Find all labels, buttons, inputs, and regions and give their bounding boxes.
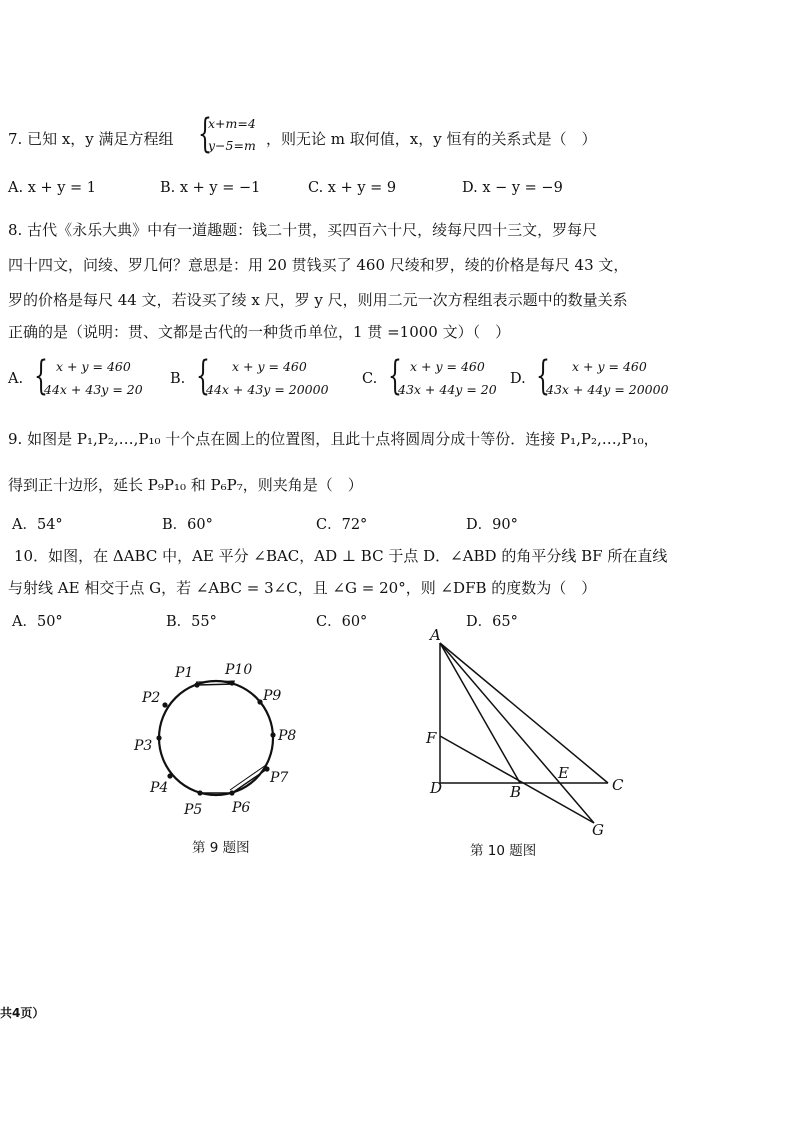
q8-option-a-eq1: x + y = 460: [56, 359, 131, 374]
q8-line-3: 罗的价格是每尺 44 文，若设买了绫 x 尺，罗 y 尺，则用二元一次方程组表示题中的数量关系: [8, 291, 628, 309]
label-a: A: [430, 626, 441, 644]
q8-option-c-eq2: 43x + 44y = 20: [398, 382, 497, 397]
page-footer: 共4页）: [0, 1006, 45, 1020]
label-p5: P5: [184, 802, 203, 818]
q7-option-d: D. x − y = −9: [462, 180, 563, 196]
q10-line-2: 与射线 AE 相交于点 G，若 ∠ABC = 3∠C，且 ∠G = 20°，则 ∠DFB 的度数为（ ）: [8, 579, 597, 597]
q8-option-c-eq1: x + y = 460: [410, 359, 485, 374]
q8-option-d-eq2: 43x + 44y = 20000: [546, 382, 669, 397]
segment-ab: [440, 643, 520, 783]
q9-option-c: C．72°: [316, 517, 368, 533]
q7-stem-a: 7. 已知 x，y 满足方程组: [8, 130, 174, 148]
q10-option-b: B．55°: [166, 614, 217, 630]
q9-option-a: A．54°: [12, 517, 63, 533]
chord-p6-p7: [232, 769, 267, 793]
label-p7: P7: [270, 770, 289, 786]
q8-option-c-label: C.: [362, 371, 378, 387]
label-p8: P8: [278, 728, 297, 744]
q9-line-2: 得到正十边形，延长 P₉P₁₀ 和 P₆P₇，则夹角是（ ）: [8, 476, 363, 494]
q7-option-a: A. x + y = 1: [8, 180, 97, 196]
q7-eq2: y−5=m: [208, 138, 256, 153]
line-fb-to-g: [440, 736, 594, 823]
q10-option-a: A．50°: [12, 614, 63, 630]
q7-option-c: C. x + y = 9: [308, 180, 397, 196]
figure-9-caption: 第 9 题图: [192, 840, 250, 856]
label-p3: P3: [134, 738, 153, 754]
point-p6: [229, 790, 234, 795]
point-p5: [197, 790, 202, 795]
label-p9: P9: [263, 688, 282, 704]
label-p4: P4: [150, 780, 169, 796]
point-p7: [264, 766, 269, 771]
q7-stem-b: ，则无论 m 取何值，x，y 恒有的关系式是（ ）: [266, 130, 597, 148]
q8-option-a-eq2: 44x + 43y = 20: [44, 382, 143, 397]
q8-option-b-system: { x + y = 460 44x + 43y = 20000: [196, 353, 329, 399]
label-b: B: [510, 783, 522, 801]
label-c: C: [612, 776, 624, 794]
point-p2: [162, 702, 167, 707]
q8-option-d-system: { x + y = 460 43x + 44y = 20000: [536, 353, 669, 399]
q8-option-d-eq1: x + y = 460: [572, 359, 647, 374]
circle: [159, 681, 273, 795]
chord-p1-p10: [197, 684, 234, 685]
point-p8: [270, 732, 275, 737]
q9-option-d: D．90°: [466, 517, 518, 533]
q8-option-a-label: A.: [8, 371, 24, 387]
q8-option-b-label: B.: [170, 371, 186, 387]
label-p1: P1: [175, 665, 194, 681]
point-p3: [156, 735, 161, 740]
label-p10: P10: [225, 662, 253, 678]
q9-line-1: 9. 如图是 P₁,P₂,…,P₁₀ 十个点在圆上的位置图，且此十点将圆周分成十等份．连接 P₁,P₂,…,P₁₀，: [8, 430, 659, 448]
q8-line-1: 8. 古代《永乐大典》中有一道趣题：钱二十贯，买四百六十尺，绫每尺四十三文，罗每尺: [8, 221, 598, 239]
q7-equation-system: { x+m=4 y−5=m: [198, 111, 256, 157]
q8-line-2: 四十四文，问绫、罗几何？意思是：用 20 贯钱买了 460 尺绫和罗，绫的价格是每尺 43 文，: [8, 256, 629, 274]
q8-option-c-system: { x + y = 460 43x + 44y = 20: [388, 353, 497, 399]
point-p4: [167, 773, 172, 778]
label-p2: P2: [142, 690, 161, 706]
label-d: D: [430, 779, 443, 797]
q10-option-d: D．65°: [466, 614, 518, 630]
q8-option-b-eq2: 44x + 43y = 20000: [206, 382, 329, 397]
label-g: G: [592, 821, 604, 839]
q8-option-a-system: { x + y = 460 44x + 43y = 20: [34, 353, 143, 399]
point-p9: [257, 699, 262, 704]
label-p6: P6: [232, 800, 251, 816]
figure-10-caption: 第 10 题图: [470, 843, 537, 859]
q10-line-1: 10．如图，在 ΔABC 中，AE 平分 ∠BAC，AD ⊥ BC 于点 D．∠ABD 的角平分线 BF 所在直线: [14, 547, 668, 565]
q8-line-4: 正确的是（说明：贯、文都是古代的一种货币单位，1 贯 =1000 文）（ ）: [8, 323, 511, 341]
segment-ac: [440, 643, 608, 783]
q9-option-b: B．60°: [162, 517, 213, 533]
point-p10: [229, 680, 234, 685]
label-e: E: [558, 764, 569, 782]
q7-eq1: x+m=4: [208, 116, 256, 131]
q7-option-b: B. x + y = −1: [160, 180, 261, 196]
figure-10-triangle: [420, 625, 635, 840]
figure-9-circle-decagon: [120, 650, 310, 825]
q8-option-b-eq1: x + y = 460: [232, 359, 307, 374]
point-p1: [194, 682, 199, 687]
label-f: F: [426, 729, 437, 747]
q8-option-d-label: D.: [510, 371, 526, 387]
q10-option-c: C．60°: [316, 614, 368, 630]
